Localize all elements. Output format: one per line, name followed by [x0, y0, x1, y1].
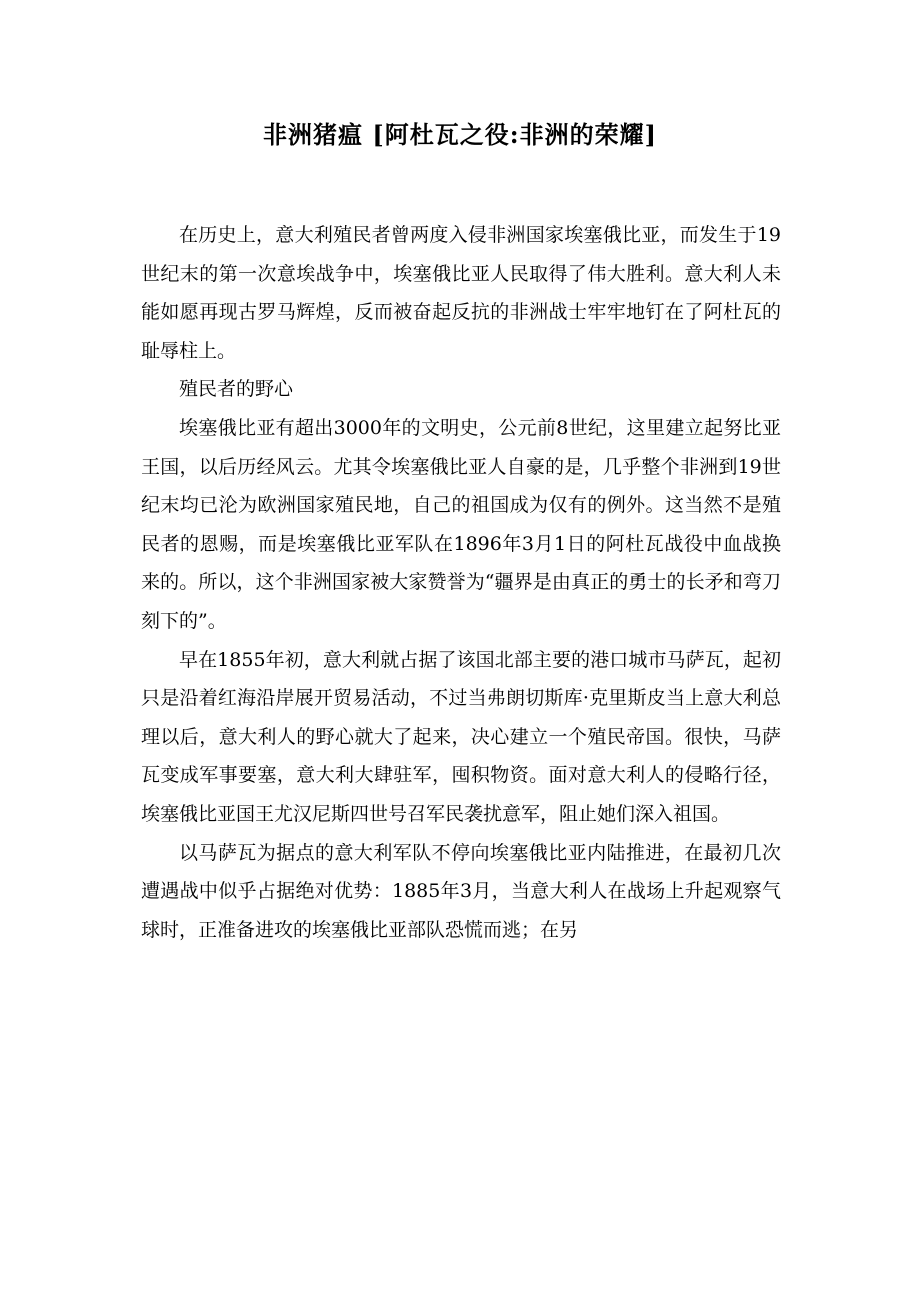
paragraph-history: 埃塞俄比亚有超出3000年的文明史，公元前8世纪，这里建立起努比亚王国，以后历经风云。尤其令埃塞俄比亚人自豪的是，几乎整个非洲到19世纪末均已沦为欧洲国家殖民地，自己的祖国成为仅有的例外。这当然不是殖民者的恩赐，而是埃塞俄比亚军队在1896年3月1日的阿杜瓦战役中血战换来的。所以，这个非洲国家被大家赞誉为“疆界是由真正的勇士的长矛和弯刀刻下的”。	[141, 416, 781, 632]
document-body	[141, 216, 781, 949]
section-heading: 殖民者的野心	[179, 378, 294, 401]
document-title: 非洲猪瘟 [阿杜瓦之役:非洲的荣耀]	[263, 120, 657, 149]
paragraph-intro: 在历史上，意大利殖民者曾两度入侵非洲国家埃塞俄比亚，而发生于19世纪末的第一次意埃战争中，埃塞俄比亚人民取得了伟大胜利。意大利人未能如愿再现古罗马辉煌，反而被奋起反抗的非洲战士牢牢地钉在了阿杜瓦的耻辱柱上。	[141, 224, 781, 362]
paragraph-massawa: 早在1855年初，意大利就占据了该国北部主要的港口城市马萨瓦，起初只是沿着红海沿岸展开贸易活动，不过当弗朗切斯库·克里斯皮当上意大利总理以后，意大利人的野心就大了起来，决心建立一个殖民帝国。很快，马萨瓦变成军事要塞，意大利大肆驻军，囤积物资。面对意大利人的侵略行径，埃塞俄比亚国王尤汉尼斯四世号召军民袭扰意军，阻止她们深入祖国。	[141, 648, 781, 825]
paragraph-advance: 以马萨瓦为据点的意大利军队不停向埃塞俄比亚内陆推进，在最初几次遭遇战中似乎占据绝对优势：1885年3月，当意大利人在战场上升起观察气球时，正准备进攻的埃塞俄比亚部队恐慌而逃；在另	[141, 841, 781, 941]
